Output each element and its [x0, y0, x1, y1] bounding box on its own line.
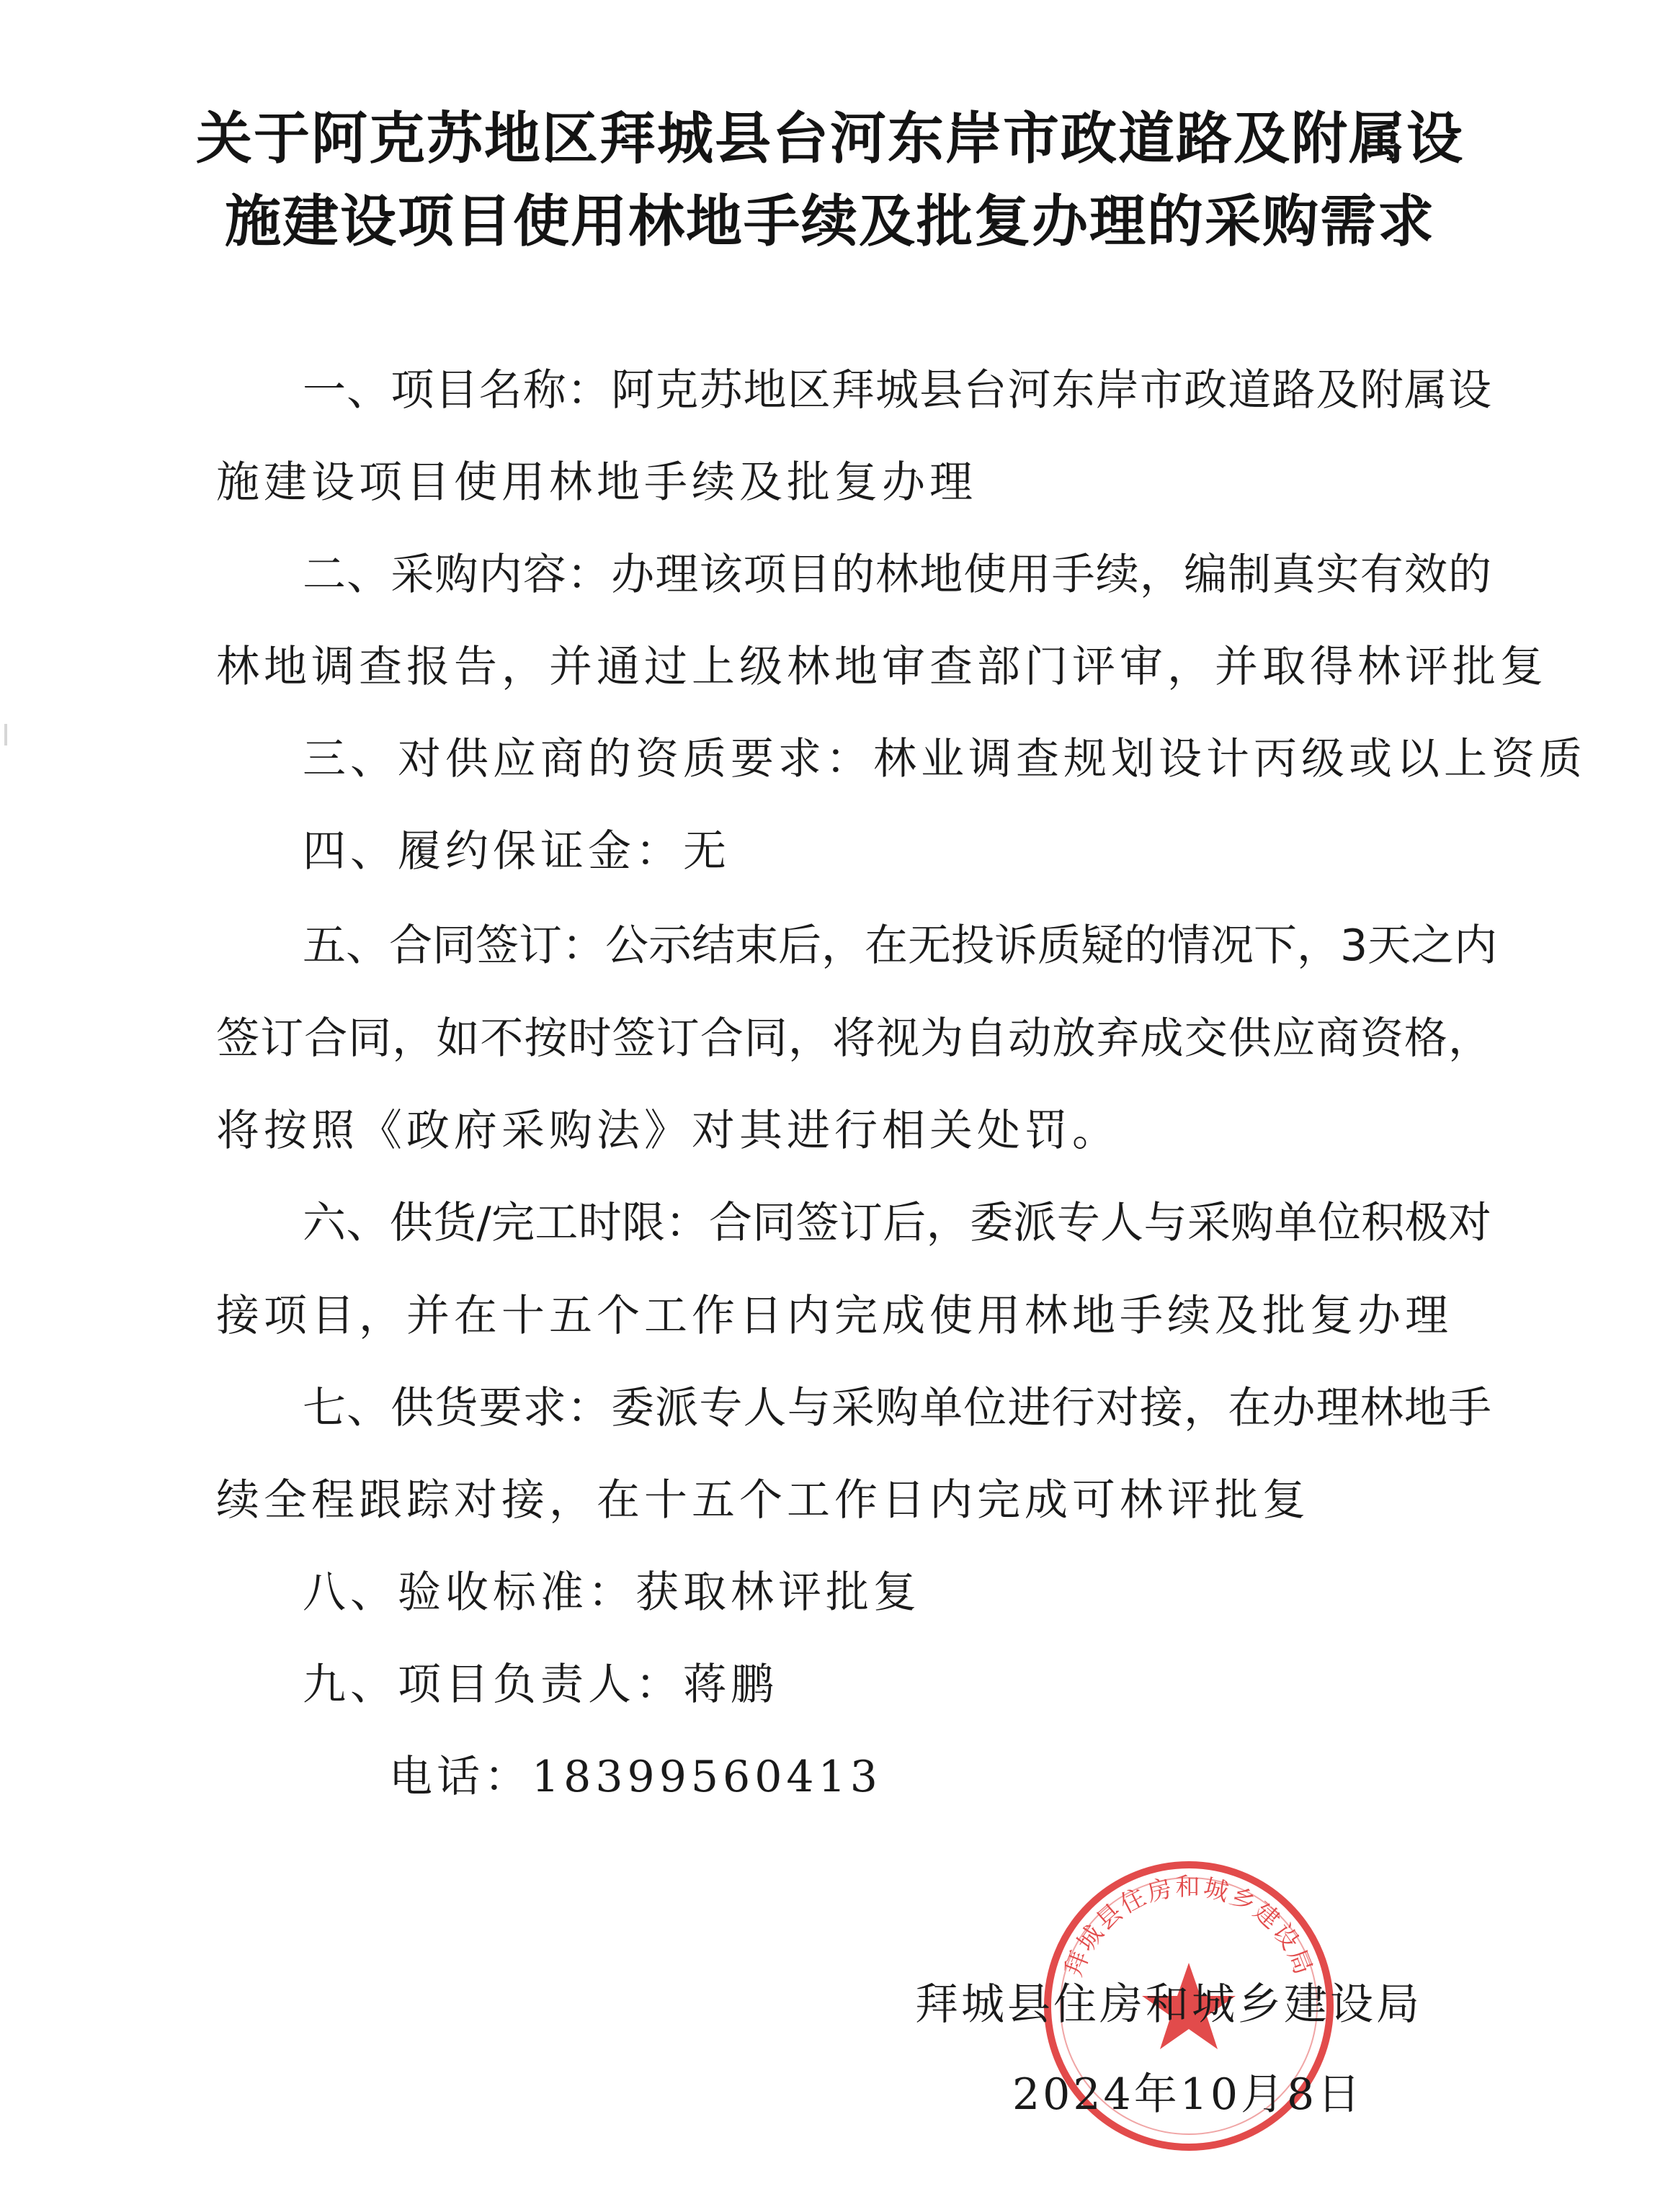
item-7-line-2: 续全程跟踪对接，在十五个工作日内完成可林评批复: [216, 1475, 1310, 1526]
item-5-line-2: 签订合同，如不按时签订合同，将视为自动放弃成交供应商资格，: [216, 1013, 1491, 1064]
document-title-line-1: 关于阿克苏地区拜城县台河东岸市政道路及附属设: [195, 106, 1464, 171]
item-9-line-1: 九、项目负责人：蒋鹏: [303, 1660, 778, 1710]
item-6-line-1: 六、供货/完工时限：合同签订后，委派专人与采购单位积极对: [303, 1198, 1491, 1248]
phone-label: 电话：: [389, 1752, 532, 1802]
item-8-line-1: 八、验收标准：获取林评批复: [303, 1567, 921, 1618]
document-title-line-2: 施建设项目使用林地手续及批复办理的采购需求: [224, 189, 1435, 254]
item-7-line-1: 七、供货要求：委派专人与采购单位进行对接，在办理林地手: [303, 1383, 1491, 1433]
item-4-line-1: 四、履约保证金：无: [303, 826, 731, 877]
seal-text: 拜城县住房和城乡建设局: [1059, 1872, 1318, 1981]
item-6-line-2: 接项目，并在十五个工作日内完成使用林地手续及批复办理: [216, 1291, 1452, 1341]
item-5-line-3: 将按照《政府采购法》对其进行相关处罚。: [216, 1106, 1120, 1156]
item-2-line-2: 林地调查报告，并通过上级林地审查部门评审，并取得林评批复: [216, 642, 1548, 692]
item-2-line-1: 二、采购内容：办理该项目的林地使用手续，编制真实有效的: [303, 550, 1491, 600]
scan-edge-mark: [4, 724, 7, 745]
phone-line: [389, 1752, 882, 1802]
item-1-line-1: 一、项目名称：阿克苏地区拜城县台河东岸市政道路及附属设: [303, 365, 1491, 416]
issuing-organization: 拜城县住房和城乡建设局: [915, 1979, 1422, 2030]
item-1-line-2: 施建设项目使用林地手续及批复办理: [216, 457, 977, 508]
issue-date: 2024年10月8日: [1012, 2069, 1364, 2120]
item-5-line-1: 五、合同签订：公示结束后，在无投诉质疑的情况下，3天之内: [303, 921, 1498, 971]
phone-number: 18399560413: [532, 1752, 882, 1802]
item-3-line-1: 三、对供应商的资质要求：林业调查规划设计丙级或以上资质: [303, 734, 1587, 784]
